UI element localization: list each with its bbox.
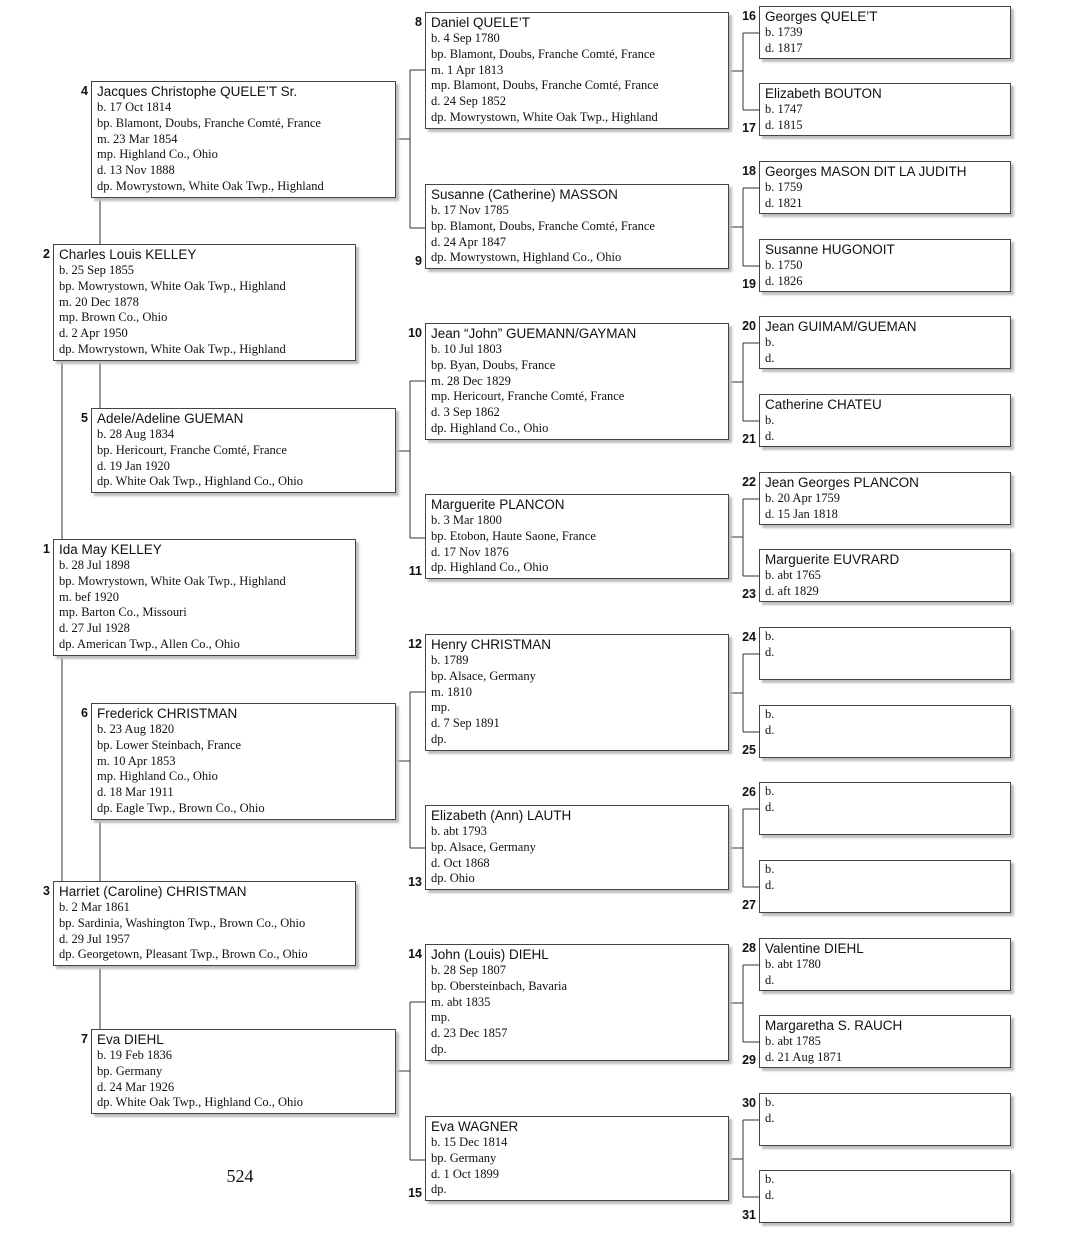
person-box-23 — [759, 549, 1011, 602]
person-box-19 — [759, 239, 1011, 292]
person-name: Harriet (Caroline) CHRISTMAN — [59, 884, 247, 899]
person-fact: b. abt 1785 — [765, 1034, 821, 1048]
person-number: 29 — [742, 1053, 756, 1067]
person-fact: d. 18 Mar 1911 — [97, 785, 174, 800]
person-fact: d. 24 Sep 1852 — [431, 94, 506, 109]
person-fact: dp. Highland Co., Ohio — [431, 560, 549, 575]
person-fact: b. 1789 — [431, 653, 469, 667]
person-fact: mp. Blamont, Doubs, Franche Comté, France — [431, 78, 659, 93]
person-fact: d. — [765, 972, 775, 987]
person-number: 27 — [742, 898, 756, 912]
person-fact: bp. Mowrystown, White Oak Twp., Highland — [59, 278, 286, 293]
person-box-3 — [53, 881, 356, 966]
person-box-28 — [759, 938, 1011, 991]
person-number: 10 — [408, 326, 422, 340]
person-fact: mp. Hericourt, Franche Comté, France — [431, 389, 625, 404]
person-number: 15 — [408, 1186, 422, 1200]
person-number: 9 — [415, 254, 422, 268]
person-number: 31 — [742, 1208, 756, 1222]
person-fact: b. 1750 — [765, 258, 803, 272]
person-box-5 — [91, 408, 396, 493]
person-fact: b. 1747 — [765, 102, 803, 116]
person-fact: d. — [765, 1110, 775, 1125]
person-name: Susanne HUGONOIT — [765, 242, 895, 257]
person-fact: b. — [765, 862, 775, 876]
person-box-10 — [425, 323, 729, 440]
person-fact: b. abt 1793 — [431, 824, 487, 838]
person-fact: dp. Mowrystown, Highland Co., Ohio — [431, 250, 622, 265]
person-fact: bp. Alsace, Germany — [431, 668, 536, 683]
person-number: 11 — [408, 564, 422, 578]
person-box-1 — [53, 539, 356, 656]
person-box-12 — [425, 634, 729, 751]
person-number: 28 — [742, 941, 756, 955]
person-fact: d. 7 Sep 1891 — [431, 716, 500, 731]
person-number: 23 — [742, 587, 756, 601]
person-fact: b. 17 Oct 1814 — [97, 100, 172, 114]
person-box-2 — [53, 244, 356, 361]
person-number: 12 — [408, 637, 422, 651]
person-fact: b. 2 Mar 1861 — [59, 900, 130, 914]
person-fact: d. 27 Jul 1928 — [59, 621, 130, 636]
person-fact: dp. Mowrystown, White Oak Twp., Highland — [431, 109, 658, 124]
person-fact: dp. American Twp., Allen Co., Ohio — [59, 636, 240, 651]
person-name: Jean “John” GUEMANN/GAYMAN — [431, 326, 637, 341]
person-number: 16 — [742, 9, 756, 23]
person-fact: dp. White Oak Twp., Highland Co., Ohio — [97, 474, 303, 489]
person-fact: b. 17 Nov 1785 — [431, 203, 509, 217]
person-fact: bp. Lower Steinbach, France — [97, 737, 242, 752]
person-fact: bp. Etobon, Haute Saone, France — [431, 528, 596, 543]
person-box-31 — [759, 1170, 1011, 1223]
person-number: 5 — [81, 411, 88, 425]
person-fact: dp. — [431, 1041, 447, 1056]
person-fact: bp. Sardinia, Washington Twp., Brown Co., Ohio — [59, 915, 306, 930]
person-fact: d. — [765, 1187, 775, 1202]
person-name: Adele/Adeline GUEMAN — [97, 411, 244, 426]
person-fact: d. 19 Jan 1920 — [97, 458, 170, 473]
person-number: 8 — [415, 15, 422, 29]
person-fact: d. — [765, 350, 775, 365]
person-number: 4 — [81, 84, 88, 98]
person-fact: d. — [765, 877, 775, 892]
person-fact: d. — [765, 722, 775, 737]
person-name: Jean GUIMAM/GUEMAN — [765, 319, 917, 334]
person-box-24 — [759, 627, 1011, 680]
page-number: 524 — [226, 1166, 254, 1186]
person-fact: d. 29 Jul 1957 — [59, 931, 130, 946]
person-fact: dp. Ohio — [431, 871, 475, 886]
person-box-16 — [759, 6, 1011, 59]
person-fact: b. 28 Aug 1834 — [97, 427, 175, 441]
person-fact: b. — [765, 1095, 775, 1109]
person-fact: m. bef 1920 — [59, 589, 120, 604]
person-fact: b. 4 Sep 1780 — [431, 31, 500, 45]
person-fact: m. 1810 — [431, 684, 472, 699]
person-fact: d. 21 Aug 1871 — [765, 1049, 843, 1064]
person-fact: bp. Blamont, Doubs, Franche Comté, France — [431, 46, 655, 61]
person-number: 1 — [43, 542, 50, 556]
person-fact: d. 1826 — [765, 273, 803, 288]
person-fact: dp. White Oak Twp., Highland Co., Ohio — [97, 1095, 303, 1110]
person-fact: b. 10 Jul 1803 — [431, 342, 502, 356]
person-fact: mp. — [431, 700, 451, 715]
person-number: 25 — [742, 743, 756, 757]
person-fact: d. — [765, 644, 775, 659]
person-fact: mp. Highland Co., Ohio — [97, 147, 218, 162]
person-name: John (Louis) DIEHL — [431, 947, 549, 962]
person-fact: d. 1 Oct 1899 — [431, 1166, 500, 1181]
person-fact: bp. Alsace, Germany — [431, 839, 536, 854]
person-number: 17 — [742, 121, 756, 135]
person-fact: d. 2 Apr 1950 — [59, 326, 128, 341]
person-fact: b. 20 Apr 1759 — [765, 491, 840, 505]
person-name: Valentine DIEHL — [765, 941, 864, 956]
person-name: Ida May KELLEY — [59, 542, 162, 557]
person-name: Elizabeth BOUTON — [765, 86, 882, 101]
person-fact: d. aft 1829 — [765, 583, 819, 598]
person-fact: m. 10 Apr 1853 — [97, 753, 176, 768]
person-fact: dp. — [431, 1182, 447, 1197]
person-number: 7 — [81, 1032, 88, 1046]
person-fact: d. Oct 1868 — [431, 855, 490, 870]
person-number: 21 — [742, 432, 756, 446]
person-fact: m. abt 1835 — [431, 994, 491, 1009]
person-fact: mp. Brown Co., Ohio — [59, 310, 168, 325]
person-number: 19 — [742, 277, 756, 291]
person-box-6 — [91, 703, 396, 820]
person-fact: bp. Germany — [97, 1063, 163, 1078]
person-box-20 — [759, 316, 1011, 369]
person-name: Eva DIEHL — [97, 1032, 164, 1047]
person-fact: mp. — [431, 1010, 451, 1025]
person-name: Jacques Christophe QUELE’T Sr. — [97, 84, 298, 99]
person-fact: b. abt 1780 — [765, 957, 821, 971]
person-fact: b. 28 Sep 1807 — [431, 963, 506, 977]
person-number: 14 — [408, 947, 422, 961]
person-number: 26 — [742, 785, 756, 799]
person-box-22 — [759, 472, 1011, 525]
person-fact: b. 1759 — [765, 180, 803, 194]
person-box-14 — [425, 944, 729, 1061]
person-fact: mp. Highland Co., Ohio — [97, 769, 218, 784]
person-name: Marguerite PLANCON — [431, 497, 565, 512]
person-fact: dp. Highland Co., Ohio — [431, 420, 549, 435]
person-name: Marguerite EUVRARD — [765, 552, 900, 567]
person-fact: b. 1739 — [765, 25, 803, 39]
person-name: Margaretha S. RAUCH — [765, 1018, 903, 1033]
person-number: 6 — [81, 706, 88, 720]
person-fact: d. 1821 — [765, 195, 803, 210]
person-fact: b. — [765, 335, 775, 349]
person-number: 13 — [408, 875, 422, 889]
person-fact: m. 23 Mar 1854 — [97, 131, 178, 146]
person-fact: d. 23 Dec 1857 — [431, 1026, 508, 1041]
person-fact: d. 13 Nov 1888 — [97, 163, 175, 178]
person-fact: b. — [765, 707, 775, 721]
person-number: 22 — [742, 475, 756, 489]
person-fact: m. 28 Dec 1829 — [431, 373, 511, 388]
person-number: 30 — [742, 1096, 756, 1110]
person-fact: b. 19 Feb 1836 — [97, 1048, 172, 1062]
person-fact: mp. Barton Co., Missouri — [59, 605, 187, 620]
person-number: 2 — [43, 247, 50, 261]
person-fact: b. — [765, 413, 775, 427]
person-box-8 — [425, 12, 729, 129]
person-fact: d. — [765, 428, 775, 443]
person-fact: b. 15 Dec 1814 — [431, 1135, 508, 1149]
person-fact: bp. Hericourt, Franche Comté, France — [97, 442, 287, 457]
person-fact: b. — [765, 784, 775, 798]
person-number: 18 — [742, 164, 756, 178]
person-fact: d. 17 Nov 1876 — [431, 544, 509, 559]
person-name: Eva WAGNER — [431, 1119, 519, 1134]
person-fact: d. 24 Mar 1926 — [97, 1079, 175, 1094]
person-box-17 — [759, 83, 1011, 136]
person-fact: b. 23 Aug 1820 — [97, 722, 175, 736]
person-box-7 — [91, 1029, 396, 1114]
person-number: 24 — [742, 630, 756, 644]
person-fact: m. 20 Dec 1878 — [59, 294, 139, 309]
person-fact: dp. Mowrystown, White Oak Twp., Highland — [59, 341, 286, 356]
person-fact: bp. Byan, Doubs, France — [431, 357, 556, 372]
person-fact: d. 1815 — [765, 117, 803, 132]
person-box-9 — [425, 184, 729, 269]
person-box-13 — [425, 805, 729, 890]
person-name: Georges QUELE’T — [765, 9, 878, 24]
person-box-30 — [759, 1093, 1011, 1146]
person-fact: d. — [765, 799, 775, 814]
person-box-26 — [759, 782, 1011, 835]
person-number: 3 — [43, 884, 50, 898]
person-fact: bp. Germany — [431, 1150, 497, 1165]
person-box-21 — [759, 394, 1011, 447]
person-fact: dp. — [431, 731, 447, 746]
person-name: Susanne (Catherine) MASSON — [431, 187, 618, 202]
person-box-18 — [759, 161, 1011, 214]
person-name: Catherine CHATEU — [765, 397, 882, 412]
person-name: Charles Louis KELLEY — [59, 247, 197, 262]
person-fact: b. 25 Sep 1855 — [59, 263, 134, 277]
person-box-15 — [425, 1116, 729, 1201]
person-fact: d. 1817 — [765, 40, 803, 55]
person-name: Jean Georges PLANCON — [765, 475, 919, 490]
person-fact: d. 3 Sep 1862 — [431, 405, 500, 420]
person-box-25 — [759, 705, 1011, 758]
person-fact: bp. Blamont, Doubs, Franche Comté, France — [97, 115, 321, 130]
person-fact: d. 24 Apr 1847 — [431, 234, 506, 249]
person-fact: bp. Obersteinbach, Bavaria — [431, 978, 568, 993]
person-fact: dp. Eagle Twp., Brown Co., Ohio — [97, 800, 265, 815]
person-box-4 — [91, 81, 396, 198]
person-fact: b. — [765, 629, 775, 643]
person-fact: b. 28 Jul 1898 — [59, 558, 130, 572]
person-box-11 — [425, 494, 729, 579]
person-fact: dp. Mowrystown, White Oak Twp., Highland — [97, 178, 324, 193]
person-fact: b. — [765, 1172, 775, 1186]
person-name: Frederick CHRISTMAN — [97, 706, 238, 721]
person-fact: bp. Blamont, Doubs, Franche Comté, France — [431, 218, 655, 233]
person-fact: dp. Georgetown, Pleasant Twp., Brown Co., Ohio — [59, 947, 308, 962]
person-fact: m. 1 Apr 1813 — [431, 62, 504, 77]
person-number: 20 — [742, 319, 756, 333]
person-fact: b. abt 1765 — [765, 568, 821, 582]
person-name: Georges MASON DIT LA JUDITH — [765, 164, 967, 179]
person-fact: d. 15 Jan 1818 — [765, 506, 838, 521]
person-name: Elizabeth (Ann) LAUTH — [431, 808, 572, 823]
person-box-27 — [759, 860, 1011, 913]
person-name: Daniel QUELE’T — [431, 15, 531, 30]
person-fact: b. 3 Mar 1800 — [431, 513, 502, 527]
person-name: Henry CHRISTMAN — [431, 637, 552, 652]
person-box-29 — [759, 1015, 1011, 1068]
person-fact: bp. Mowrystown, White Oak Twp., Highland — [59, 573, 286, 588]
